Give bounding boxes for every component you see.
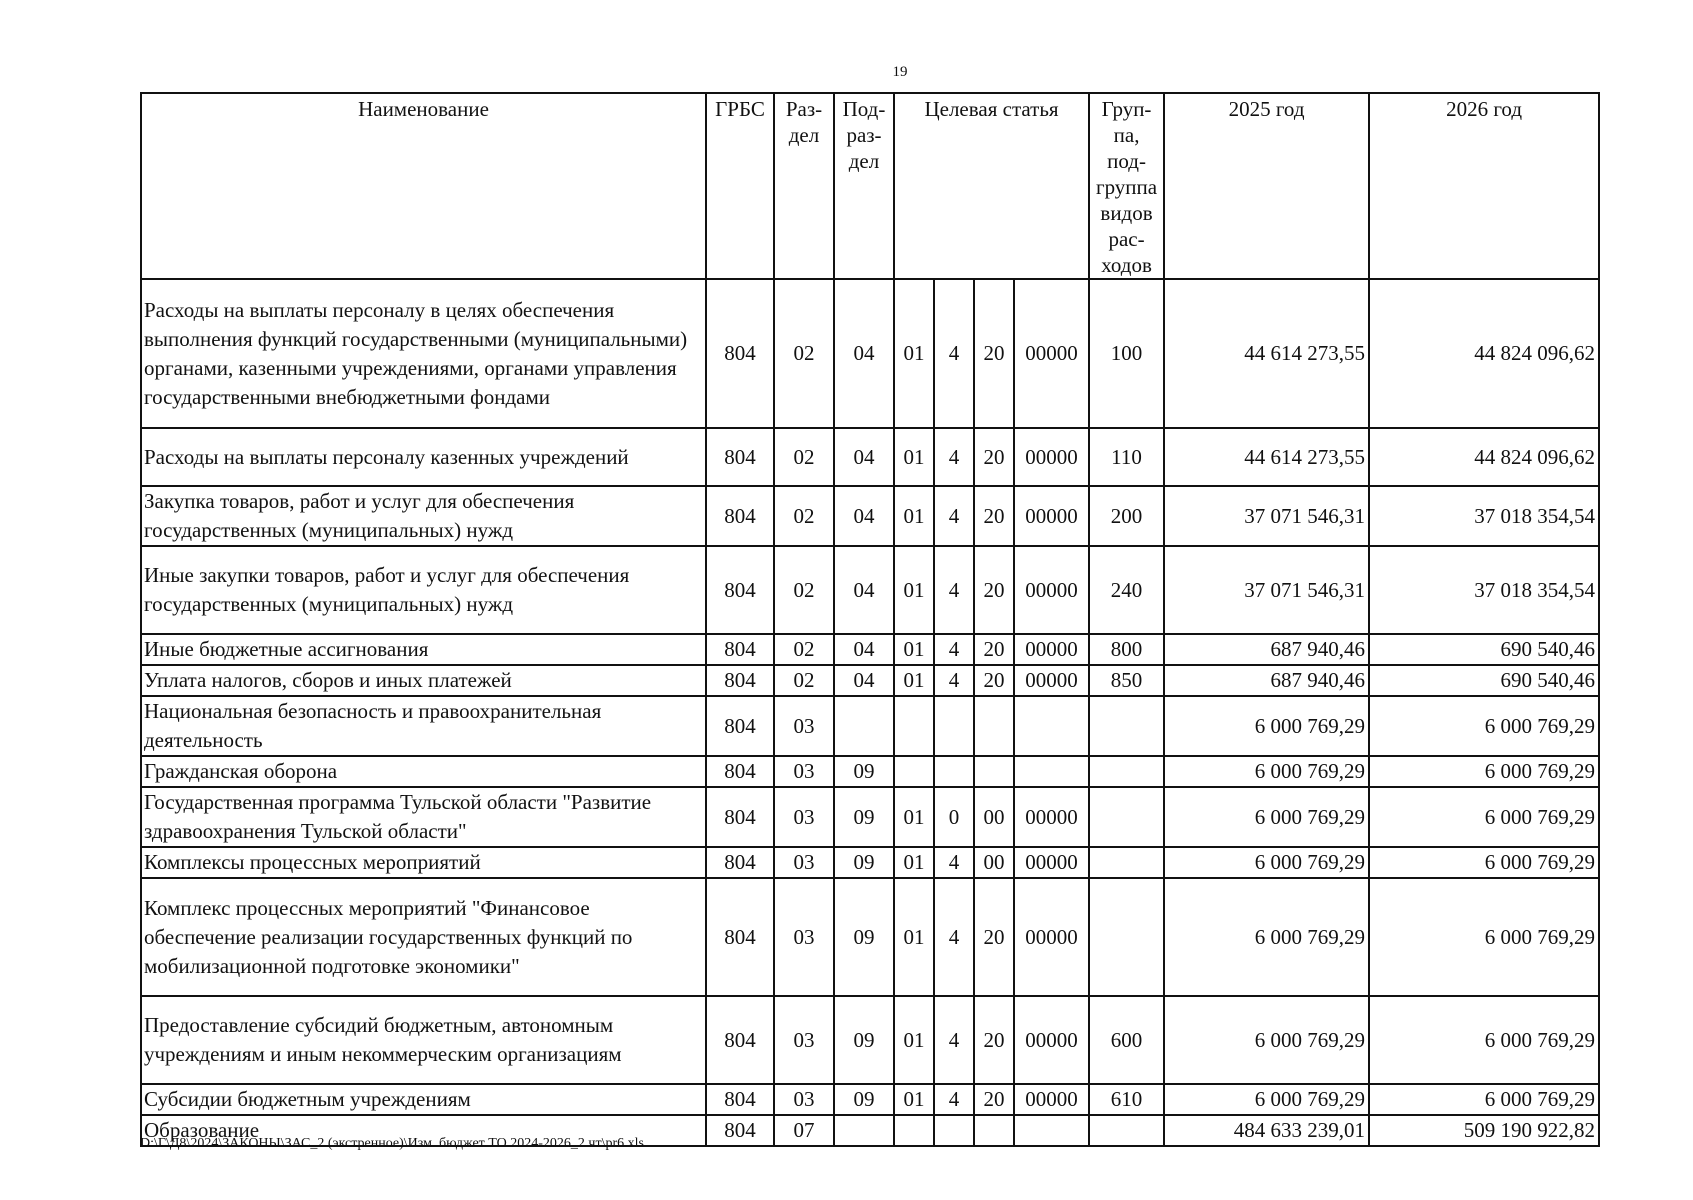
- row-name: Национальная безопасность и правоохранительная деятельность: [141, 696, 706, 756]
- row-amount-2025: 6 000 769,29: [1164, 787, 1369, 847]
- row-target-direction: 00000: [1014, 1084, 1089, 1115]
- row-razdel: 03: [774, 787, 834, 847]
- row-amount-2025: 6 000 769,29: [1164, 756, 1369, 787]
- row-name: Комплекс процессных мероприятий "Финансовое обеспечение реализации государственных функций по мобилизационной подготовке экономики": [141, 878, 706, 996]
- row-amount-2026: 6 000 769,29: [1369, 696, 1599, 756]
- row-target-type: 4: [934, 878, 974, 996]
- row-razdel: 07: [774, 1115, 834, 1146]
- row-amount-2026: 44 824 096,62: [1369, 279, 1599, 428]
- row-grbs: 804: [706, 428, 774, 486]
- row-amount-2025: 687 940,46: [1164, 634, 1369, 665]
- row-grbs: 804: [706, 756, 774, 787]
- row-razdel: 02: [774, 428, 834, 486]
- row-name: Субсидии бюджетным учреждениям: [141, 1084, 706, 1115]
- row-amount-2026: 690 540,46: [1369, 665, 1599, 696]
- table-row: [141, 847, 1599, 878]
- row-expense-group: [1089, 1115, 1164, 1146]
- row-target-program: [894, 1115, 934, 1146]
- row-expense-group: 610: [1089, 1084, 1164, 1115]
- row-expense-group: 850: [1089, 665, 1164, 696]
- row-name: Иные закупки товаров, работ и услуг для обеспечения государственных (муниципальных) нужд: [141, 546, 706, 634]
- row-name: Комплексы процессных мероприятий: [141, 847, 706, 878]
- row-podrazdel: 09: [834, 847, 894, 878]
- row-target-direction: 00000: [1014, 847, 1089, 878]
- row-grbs: 804: [706, 1084, 774, 1115]
- header-year-2026: 2026 год: [1369, 93, 1599, 279]
- row-target-direction: 00000: [1014, 428, 1089, 486]
- row-razdel: 02: [774, 486, 834, 546]
- table-row: [141, 279, 1599, 428]
- row-target-type: [934, 1115, 974, 1146]
- header-name: Наименование: [141, 93, 706, 279]
- row-amount-2025: 6 000 769,29: [1164, 847, 1369, 878]
- table-row: [141, 665, 1599, 696]
- row-target-subprogram: 20: [974, 1084, 1014, 1115]
- budget-table: [140, 92, 1600, 1147]
- row-amount-2026: 6 000 769,29: [1369, 756, 1599, 787]
- row-target-subprogram: 20: [974, 279, 1014, 428]
- row-razdel: 02: [774, 546, 834, 634]
- row-amount-2025: 37 071 546,31: [1164, 486, 1369, 546]
- row-target-direction: 00000: [1014, 878, 1089, 996]
- row-target-type: 4: [934, 486, 974, 546]
- row-name: Предоставление субсидий бюджетным, автономным учреждениям и иным некоммерческим организациям: [141, 996, 706, 1084]
- row-target-subprogram: 20: [974, 996, 1014, 1084]
- row-target-direction: [1014, 1115, 1089, 1146]
- row-target-type: 4: [934, 546, 974, 634]
- row-podrazdel: 09: [834, 787, 894, 847]
- row-razdel: 03: [774, 878, 834, 996]
- row-podrazdel: 04: [834, 546, 894, 634]
- row-podrazdel: 09: [834, 878, 894, 996]
- row-podrazdel: 04: [834, 486, 894, 546]
- row-razdel: 02: [774, 665, 834, 696]
- table-row: [141, 996, 1599, 1084]
- table-row: [141, 878, 1599, 996]
- page-number: 19: [892, 64, 908, 80]
- row-expense-group: 600: [1089, 996, 1164, 1084]
- row-target-direction: [1014, 696, 1089, 756]
- table-row: [141, 787, 1599, 847]
- row-target-type: 4: [934, 665, 974, 696]
- row-target-program: 01: [894, 878, 934, 996]
- row-razdel: 02: [774, 634, 834, 665]
- row-target-subprogram: [974, 696, 1014, 756]
- row-target-direction: 00000: [1014, 486, 1089, 546]
- row-razdel: 02: [774, 279, 834, 428]
- row-target-direction: 00000: [1014, 279, 1089, 428]
- row-razdel: 03: [774, 696, 834, 756]
- row-grbs: 804: [706, 486, 774, 546]
- table-row: [141, 546, 1599, 634]
- row-amount-2025: 6 000 769,29: [1164, 878, 1369, 996]
- header-podrazdel: Под- раз- дел: [834, 93, 894, 279]
- row-target-program: 01: [894, 847, 934, 878]
- row-expense-group: 240: [1089, 546, 1164, 634]
- row-podrazdel: 04: [834, 428, 894, 486]
- row-expense-group: [1089, 847, 1164, 878]
- row-amount-2025: 44 614 273,55: [1164, 428, 1369, 486]
- row-expense-group: [1089, 696, 1164, 756]
- row-amount-2025: 6 000 769,29: [1164, 696, 1369, 756]
- row-amount-2026: 44 824 096,62: [1369, 428, 1599, 486]
- row-target-type: 4: [934, 428, 974, 486]
- row-razdel: 03: [774, 756, 834, 787]
- row-razdel: 03: [774, 847, 834, 878]
- row-target-subprogram: 20: [974, 665, 1014, 696]
- row-name: Иные бюджетные ассигнования: [141, 634, 706, 665]
- row-expense-group: [1089, 787, 1164, 847]
- row-target-program: [894, 696, 934, 756]
- header-target-article: Целевая статья: [894, 93, 1089, 279]
- row-amount-2025: 6 000 769,29: [1164, 1084, 1369, 1115]
- header-year-2025: 2025 год: [1164, 93, 1369, 279]
- row-name: Расходы на выплаты персоналу в целях обеспечения выполнения функций государственными (муниципальными) органами, казенными учреждениями, органами управления государственными внебюджетными фондами: [141, 279, 706, 428]
- row-target-subprogram: [974, 1115, 1014, 1146]
- row-razdel: 03: [774, 1084, 834, 1115]
- row-amount-2026: 6 000 769,29: [1369, 1084, 1599, 1115]
- row-target-program: 01: [894, 665, 934, 696]
- row-target-program: 01: [894, 428, 934, 486]
- row-expense-group: 100: [1089, 279, 1164, 428]
- row-grbs: 804: [706, 634, 774, 665]
- row-amount-2025: 484 633 239,01: [1164, 1115, 1369, 1146]
- row-target-direction: 00000: [1014, 634, 1089, 665]
- row-name: Гражданская оборона: [141, 756, 706, 787]
- row-podrazdel: 04: [834, 279, 894, 428]
- row-target-subprogram: 20: [974, 428, 1014, 486]
- row-grbs: 804: [706, 546, 774, 634]
- row-amount-2026: 6 000 769,29: [1369, 787, 1599, 847]
- row-target-type: 4: [934, 1084, 974, 1115]
- row-amount-2025: 6 000 769,29: [1164, 996, 1369, 1084]
- table-body: [141, 279, 1599, 1146]
- row-target-subprogram: 00: [974, 847, 1014, 878]
- row-name: Закупка товаров, работ и услуг для обеспечения государственных (муниципальных) нужд: [141, 486, 706, 546]
- table-header-row: [141, 93, 1599, 279]
- header-razdel: Раз- дел: [774, 93, 834, 279]
- table-row: [141, 486, 1599, 546]
- row-target-type: 4: [934, 279, 974, 428]
- row-target-program: 01: [894, 1084, 934, 1115]
- row-target-type: 4: [934, 996, 974, 1084]
- row-grbs: 804: [706, 279, 774, 428]
- row-amount-2025: 44 614 273,55: [1164, 279, 1369, 428]
- row-target-subprogram: [974, 756, 1014, 787]
- row-target-program: [894, 756, 934, 787]
- row-grbs: 804: [706, 696, 774, 756]
- row-expense-group: [1089, 756, 1164, 787]
- row-grbs: 804: [706, 665, 774, 696]
- file-path-footer: D:\Г\Д8\2024\ЗАКОНЫ\ЗАС_2 (экстренное)\Изм. бюджет ТО 2024-2026_2 чт\pr6.xls: [140, 1136, 644, 1151]
- row-amount-2026: 690 540,46: [1369, 634, 1599, 665]
- row-amount-2025: 687 940,46: [1164, 665, 1369, 696]
- row-expense-group: [1089, 878, 1164, 996]
- table-row: [141, 756, 1599, 787]
- row-target-program: 01: [894, 279, 934, 428]
- row-target-type: [934, 756, 974, 787]
- row-name: Уплата налогов, сборов и иных платежей: [141, 665, 706, 696]
- row-grbs: 804: [706, 996, 774, 1084]
- row-target-subprogram: 00: [974, 787, 1014, 847]
- row-target-subprogram: 20: [974, 634, 1014, 665]
- row-podrazdel: [834, 1115, 894, 1146]
- row-target-subprogram: 20: [974, 878, 1014, 996]
- table-row: [141, 634, 1599, 665]
- header-grbs: ГРБС: [706, 93, 774, 279]
- row-target-type: [934, 696, 974, 756]
- row-expense-group: 800: [1089, 634, 1164, 665]
- row-expense-group: 110: [1089, 428, 1164, 486]
- row-amount-2026: 6 000 769,29: [1369, 847, 1599, 878]
- header-expense-group: Груп- па, под- группа видов рас- ходов: [1089, 93, 1164, 279]
- row-expense-group: 200: [1089, 486, 1164, 546]
- row-target-program: 01: [894, 787, 934, 847]
- row-grbs: 804: [706, 878, 774, 996]
- row-podrazdel: 04: [834, 665, 894, 696]
- row-name: Расходы на выплаты персоналу казенных учреждений: [141, 428, 706, 486]
- row-name: Образование: [141, 1115, 706, 1146]
- row-target-direction: 00000: [1014, 787, 1089, 847]
- row-podrazdel: 09: [834, 756, 894, 787]
- row-amount-2026: 509 190 922,82: [1369, 1115, 1599, 1146]
- row-target-direction: 00000: [1014, 665, 1089, 696]
- row-amount-2025: 37 071 546,31: [1164, 546, 1369, 634]
- row-podrazdel: 04: [834, 634, 894, 665]
- row-target-type: 4: [934, 847, 974, 878]
- row-target-program: 01: [894, 486, 934, 546]
- row-razdel: 03: [774, 996, 834, 1084]
- row-grbs: 804: [706, 787, 774, 847]
- row-target-program: 01: [894, 996, 934, 1084]
- row-grbs: 804: [706, 847, 774, 878]
- row-target-direction: 00000: [1014, 996, 1089, 1084]
- row-target-program: 01: [894, 546, 934, 634]
- table-row: [141, 696, 1599, 756]
- row-target-type: 0: [934, 787, 974, 847]
- row-target-direction: 00000: [1014, 546, 1089, 634]
- row-target-type: 4: [934, 634, 974, 665]
- row-target-subprogram: 20: [974, 546, 1014, 634]
- row-target-subprogram: 20: [974, 486, 1014, 546]
- row-target-direction: [1014, 756, 1089, 787]
- row-amount-2026: 6 000 769,29: [1369, 878, 1599, 996]
- row-podrazdel: [834, 696, 894, 756]
- row-amount-2026: 6 000 769,29: [1369, 996, 1599, 1084]
- row-podrazdel: 09: [834, 996, 894, 1084]
- row-grbs: 804: [706, 1115, 774, 1146]
- row-amount-2026: 37 018 354,54: [1369, 546, 1599, 634]
- row-name: Государственная программа Тульской области "Развитие здравоохранения Тульской области": [141, 787, 706, 847]
- row-target-program: 01: [894, 634, 934, 665]
- row-amount-2026: 37 018 354,54: [1369, 486, 1599, 546]
- row-podrazdel: 09: [834, 1084, 894, 1115]
- table-row: [141, 1084, 1599, 1115]
- table-row: [141, 428, 1599, 486]
